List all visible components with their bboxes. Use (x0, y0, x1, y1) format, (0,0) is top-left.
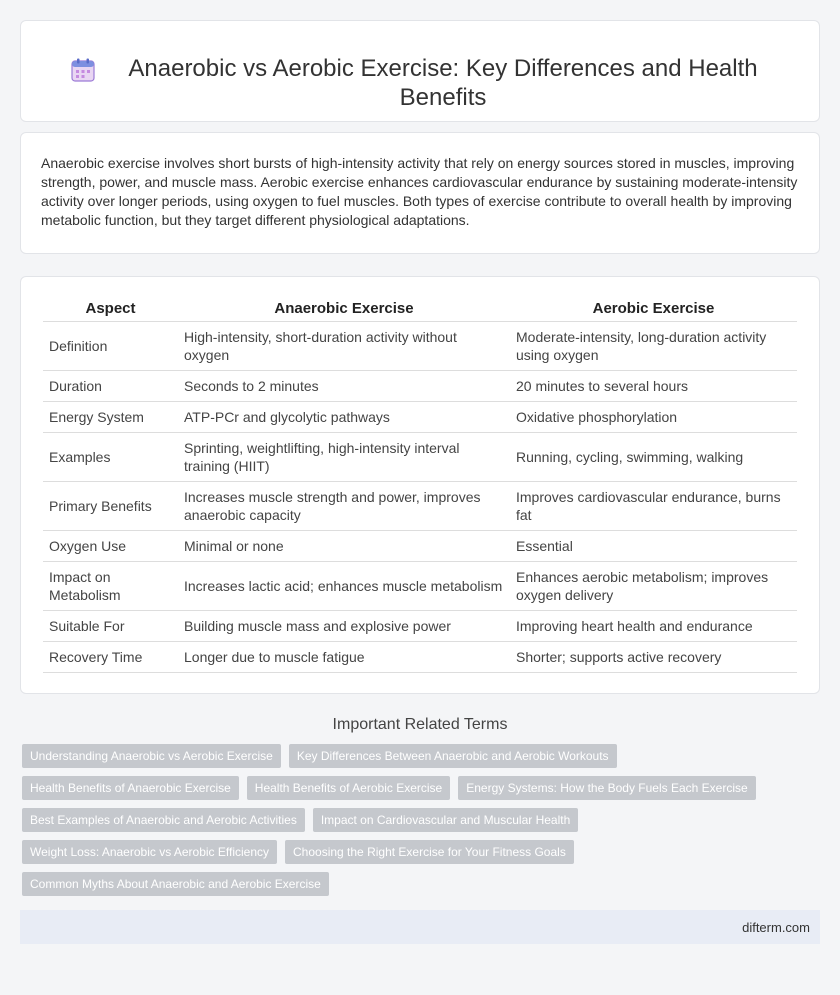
table-cell: Definition (43, 322, 178, 371)
column-header-aspect: Aspect (43, 295, 178, 322)
table-header-row (43, 295, 797, 322)
intro-text: Anaerobic exercise involves short bursts of high-intensity activity that rely on energy sources stored in muscles, improving strength, power, and muscle mass. Aerobic exercise enhances cardiovascular endurance by sustaining moderate-intensity activity over longer periods, using oxygen to fuel muscles. Both types of exercise contribute to overall health by improving metabolic function, but they target different physiological adaptations. (41, 155, 798, 228)
table-cell: Moderate-intensity, long-duration activity using oxygen (510, 322, 797, 371)
table-cell: Improving heart health and endurance (510, 611, 797, 642)
footer-site-link[interactable]: difterm.com (742, 919, 810, 935)
table-cell: Recovery Time (43, 642, 178, 673)
table-cell: Running, cycling, swimming, walking (510, 433, 797, 482)
table-cell: Longer due to muscle fatigue (178, 642, 510, 673)
table-row (43, 562, 797, 611)
table-cell: Increases muscle strength and power, improves anaerobic capacity (178, 482, 510, 531)
table-row (43, 482, 797, 531)
table-cell: Enhances aerobic metabolism; improves oxygen delivery (510, 562, 797, 611)
page-footer (20, 910, 820, 944)
table-cell: Oxygen Use (43, 531, 178, 562)
table-cell: ATP-PCr and glycolytic pathways (178, 402, 510, 433)
calendar-icon (70, 57, 96, 83)
related-term-tag[interactable]: Key Differences Between Anaerobic and Aerobic Workouts (289, 744, 617, 768)
table-cell: Building muscle mass and explosive power (178, 611, 510, 642)
column-header-aerobic: Aerobic Exercise (510, 295, 797, 322)
table-cell: Energy System (43, 402, 178, 433)
table-cell: Increases lactic acid; enhances muscle metabolism (178, 562, 510, 611)
table-cell: Improves cardiovascular endurance, burns fat (510, 482, 797, 531)
table-cell: Essential (510, 531, 797, 562)
related-term-tag[interactable]: Choosing the Right Exercise for Your Fitness Goals (285, 840, 574, 864)
related-term-tag[interactable]: Understanding Anaerobic vs Aerobic Exercise (22, 744, 281, 768)
table-row (43, 433, 797, 482)
table-cell: Examples (43, 433, 178, 482)
table-row (43, 402, 797, 433)
table-cell: Oxidative phosphorylation (510, 402, 797, 433)
table-cell: Sprinting, weightlifting, high-intensity interval training (HIIT) (178, 433, 510, 482)
related-terms-title: Important Related Terms (332, 716, 508, 733)
table-cell: Suitable For (43, 611, 178, 642)
related-term-tag[interactable]: Common Myths About Anaerobic and Aerobic Exercise (22, 872, 329, 896)
table-row (43, 322, 797, 371)
table-cell: High-intensity, short-duration activity without oxygen (178, 322, 510, 371)
related-term-tag[interactable]: Weight Loss: Anaerobic vs Aerobic Efficiency (22, 840, 277, 864)
table-cell: Seconds to 2 minutes (178, 371, 510, 402)
related-term-tag[interactable]: Health Benefits of Anaerobic Exercise (22, 776, 239, 800)
related-term-tag[interactable]: Best Examples of Anaerobic and Aerobic Activities (22, 808, 305, 832)
table-row (43, 371, 797, 402)
table-cell: Primary Benefits (43, 482, 178, 531)
comparison-table (43, 295, 797, 673)
related-term-tag[interactable]: Energy Systems: How the Body Fuels Each Exercise (458, 776, 755, 800)
related-term-tag[interactable]: Health Benefits of Aerobic Exercise (247, 776, 450, 800)
page-header (20, 20, 820, 122)
table-row (43, 531, 797, 562)
column-header-anaerobic: Anaerobic Exercise (178, 295, 510, 322)
table-cell: Impact on Metabolism (43, 562, 178, 611)
comparison-table-card (20, 276, 820, 694)
table-row (43, 611, 797, 642)
related-term-tag[interactable]: Impact on Cardiovascular and Muscular Health (313, 808, 578, 832)
related-terms-section (0, 716, 840, 896)
table-cell: Shorter; supports active recovery (510, 642, 797, 673)
table-cell: 20 minutes to several hours (510, 371, 797, 402)
intro-section (20, 132, 820, 254)
table-cell: Duration (43, 371, 178, 402)
related-terms-list (0, 744, 840, 896)
page-title: Anaerobic vs Aerobic Exercise: Key Differences and Health Benefits (128, 54, 758, 111)
table-cell: Minimal or none (178, 531, 510, 562)
table-row (43, 642, 797, 673)
